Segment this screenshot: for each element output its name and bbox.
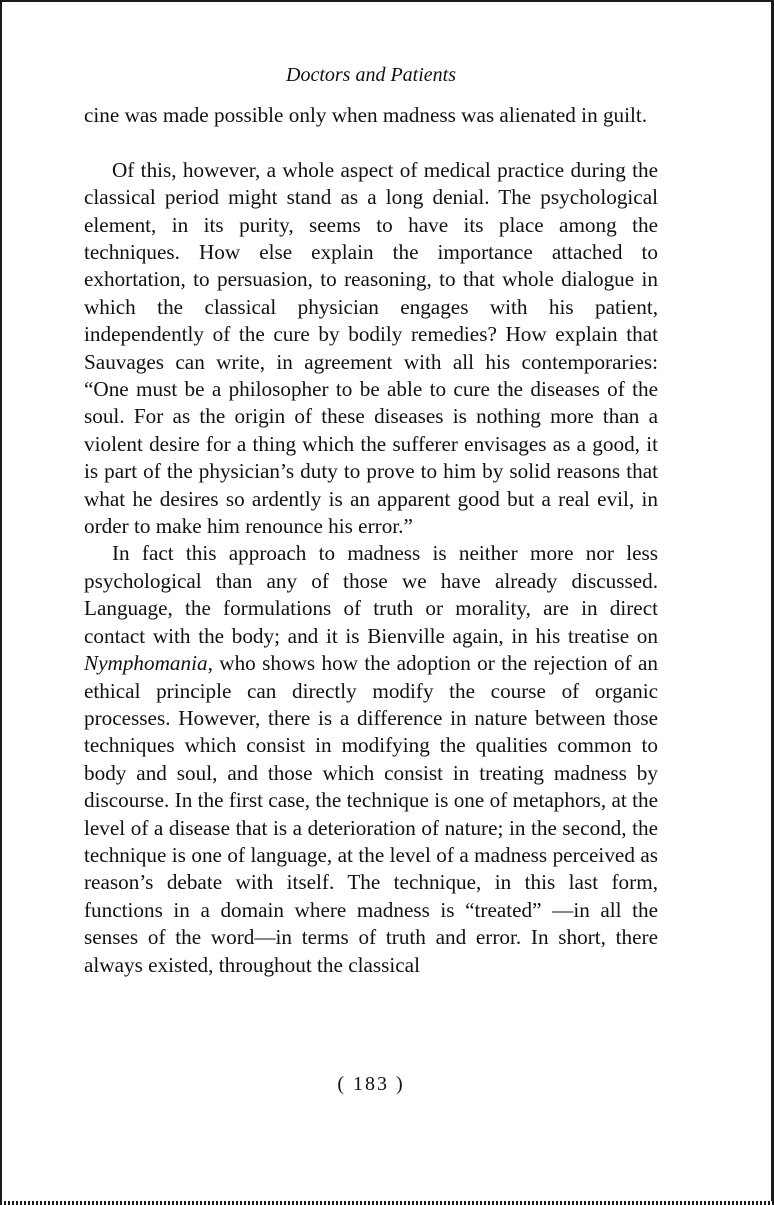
paragraph-bienville	[84, 540, 658, 979]
page-number: ( 183 )	[337, 1073, 405, 1095]
page-frame-top	[0, 0, 774, 2]
page-frame-bottom	[0, 1201, 774, 1205]
page-body	[84, 60, 658, 979]
paragraph-bienville-lead: In fact this approach to madness is neither more nor less psychological than any of those we have already discussed. Language, the formulations of truth or morality, are in direct contact with the body; and it is Bienville again, in his treatise on	[84, 541, 658, 648]
running-head: Doctors and Patients	[286, 64, 456, 86]
book-title-nymphomania: Nymphomania,	[84, 651, 213, 676]
page-frame-left	[0, 0, 2, 1205]
paragraph-continuation: cine was made possible only when madness was alienated in guilt.	[84, 103, 648, 127]
paragraph-bienville-rest: who shows how the adoption or the rejection of an ethical principle can directly modify the course of organic processes. However, there is a difference in nature between those techniques which consist in modifying the qualities common to body and soul, and those which consist in treating madness by discourse. In the first case, the technique is one of metaphors, at the level of a disease that is a deterioration of nature; in the second, the technique is one of language, at the level of a madness perceived as reason’s debate with itself. The technique, in this last form, functions in a domain where madness is “treated” —in all the senses of the word—in terms of truth and error. In short, there always existed, throughout the classical	[84, 651, 658, 977]
paragraph-sauvages: Of this, however, a whole aspect of medical practice during the classical period might stand as a long denial. The psychological element, in its purity, seems to have its place among the techniques. How else explain the importance attached to exhortation, to persuasion, to reasoning, to that whole dialogue in which the classical physician engages with his patient, independently of the cure by bodily remedies? How explain that Sauvages can write, in agreement with all his contemporaries: “One must be a philosopher to be able to cure the diseases of the soul. For as the origin of these diseases is nothing more than a violent desire for a thing which the sufferer envisages as a good, it is part of the physician’s duty to prove to him by solid reasons that what he desires so ardently is an apparent good but a real evil, in order to make him renounce his error.”	[84, 157, 658, 539]
